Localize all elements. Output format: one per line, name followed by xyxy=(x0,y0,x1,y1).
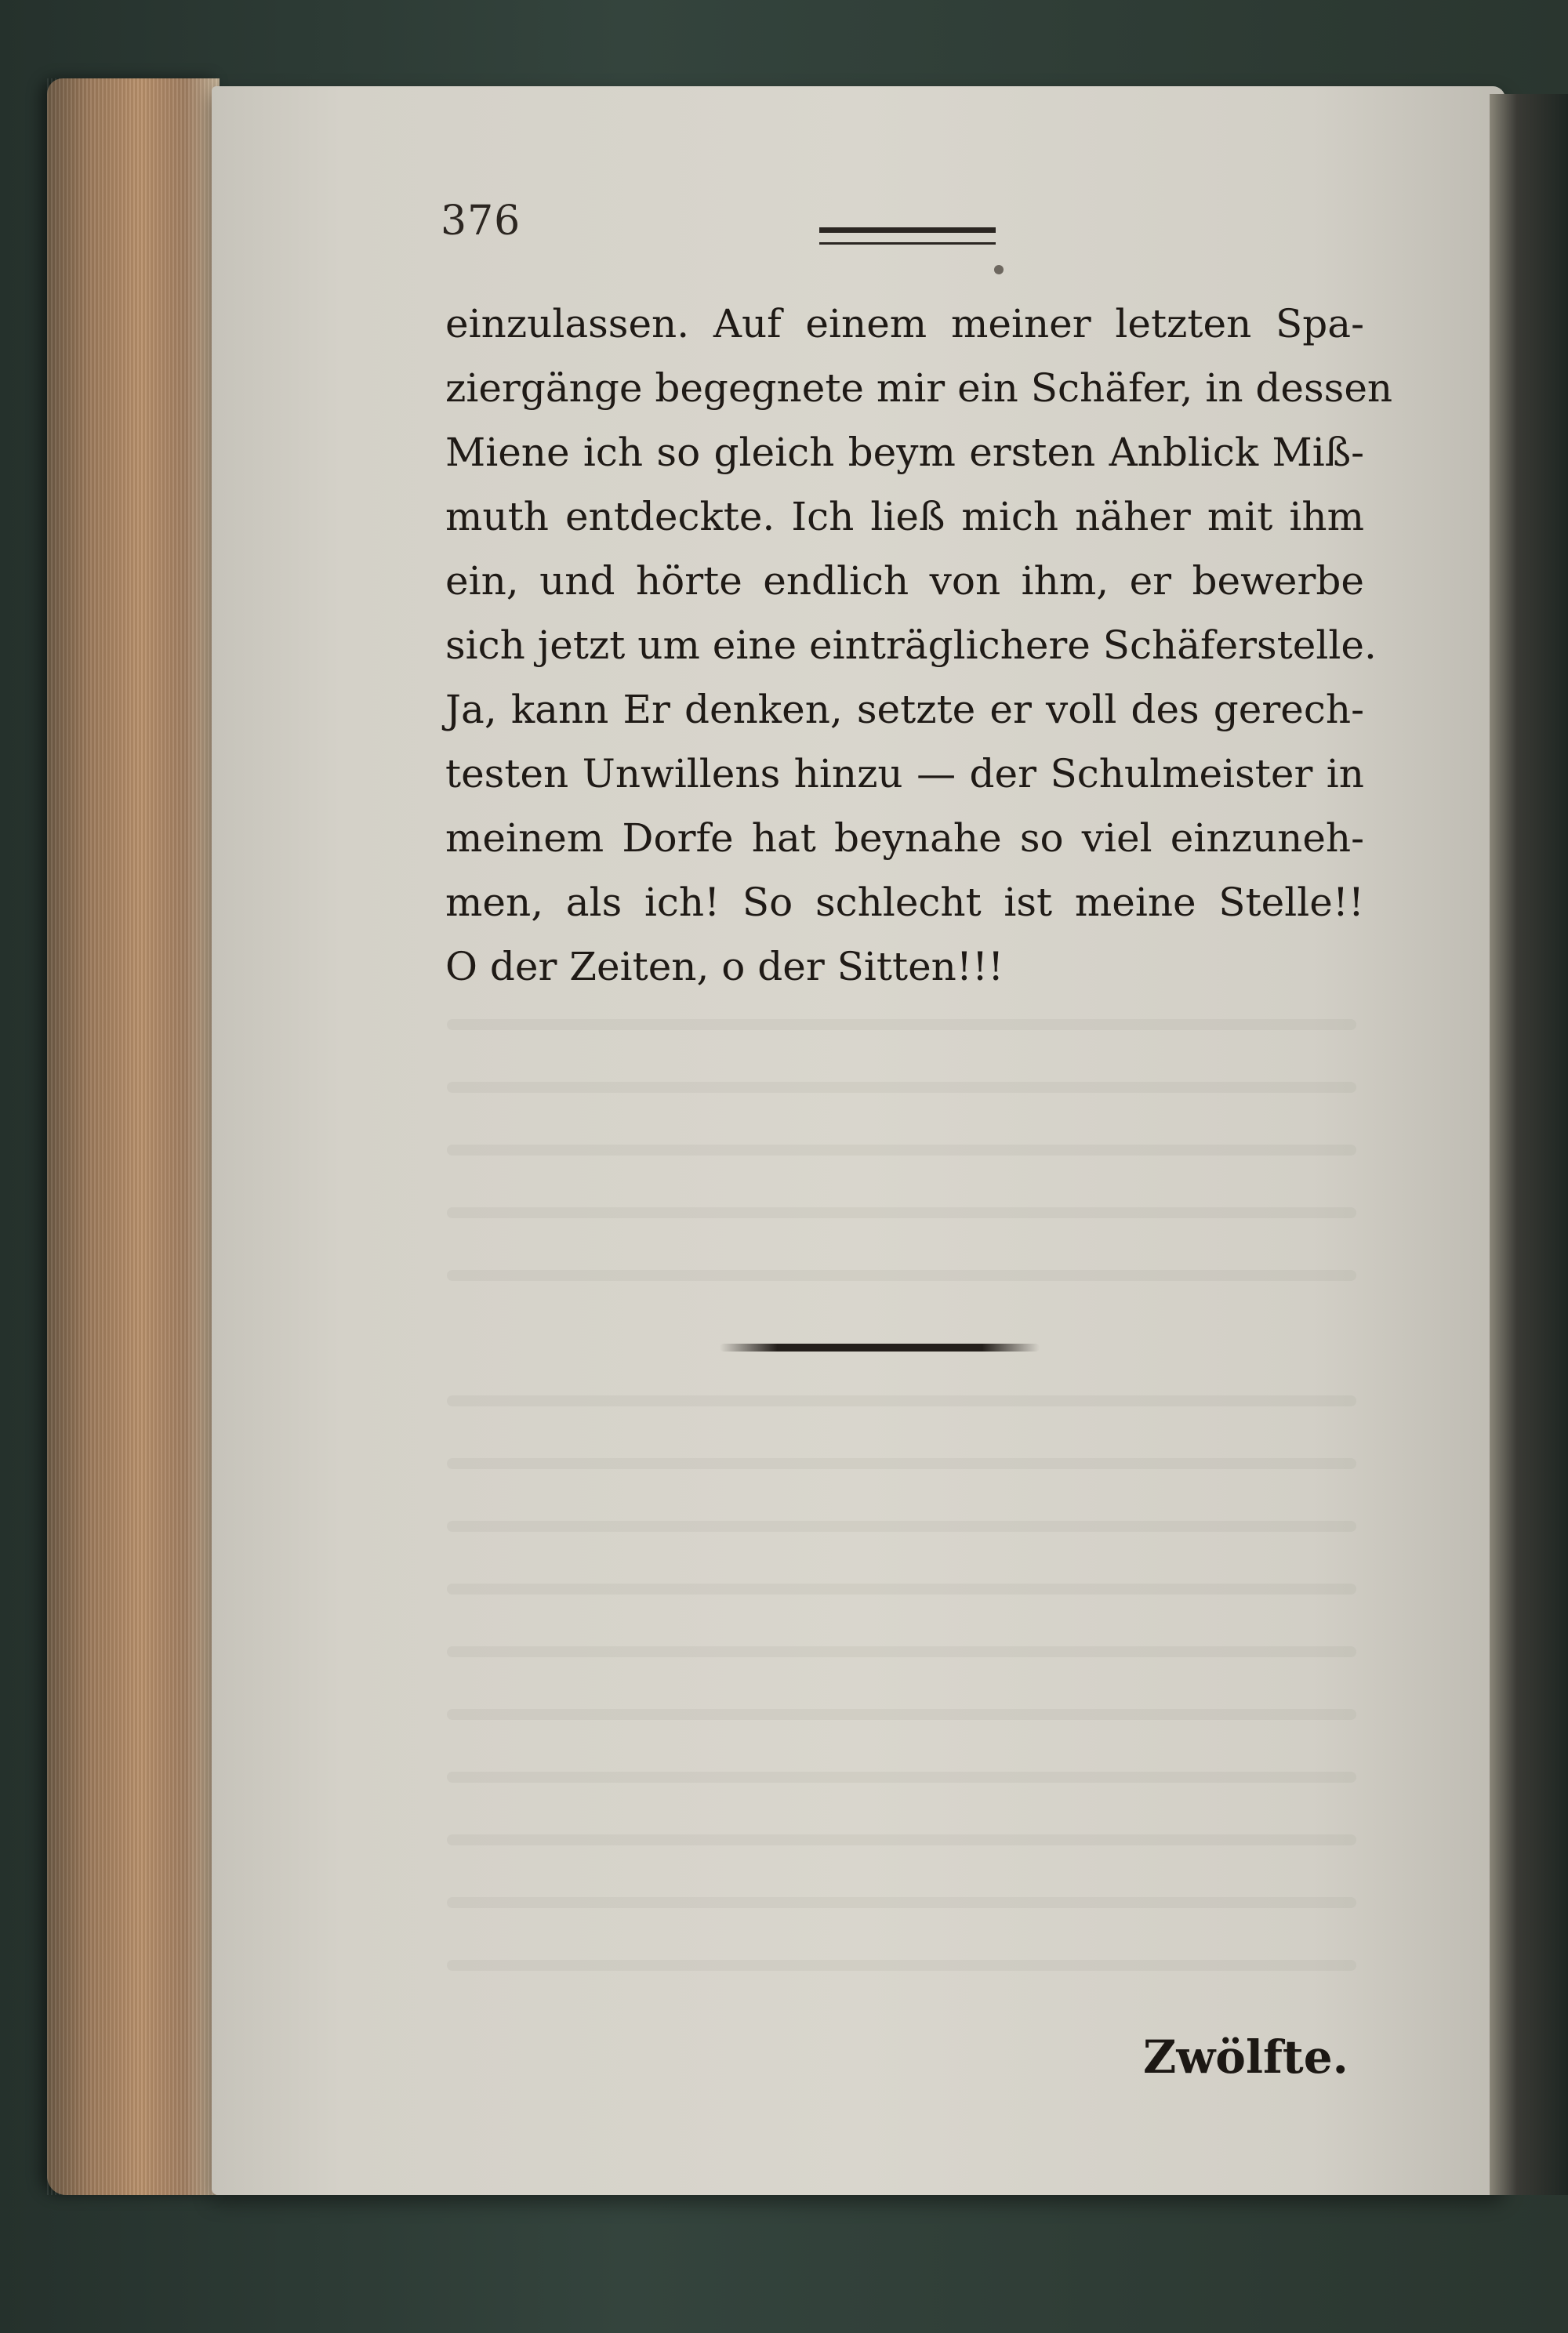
show-through-line xyxy=(447,1395,1356,1406)
text-line: O der Zeiten, o der Sitten!!! xyxy=(445,944,1004,989)
show-through-line xyxy=(447,1709,1356,1720)
show-through-line xyxy=(447,1521,1356,1532)
page-number: 376 xyxy=(441,198,521,245)
show-through-line xyxy=(447,1207,1356,1218)
show-through-line xyxy=(447,1019,1356,1030)
show-through-line xyxy=(447,1772,1356,1783)
text-line: testen Unwillens hinzu — der Schulmeister in xyxy=(445,751,1364,796)
text-line: Ja, kann Er denken, setzte er voll des gerech- xyxy=(445,687,1364,732)
show-through-line xyxy=(447,1458,1356,1469)
show-through-line xyxy=(447,1145,1356,1156)
book-page-edges xyxy=(47,78,220,2195)
header-rule xyxy=(819,227,996,245)
text-line: meinem Dorfe hat beynahe so viel einzuneh- xyxy=(445,815,1364,861)
show-through-line xyxy=(447,1834,1356,1845)
book-gutter xyxy=(1490,94,1568,2195)
show-through-line xyxy=(447,1584,1356,1595)
show-through-line xyxy=(447,1646,1356,1657)
text-line: Miene ich so gleich beym ersten Anblick Miß- xyxy=(445,430,1364,475)
show-through-line xyxy=(447,1270,1356,1281)
text-line: ziergänge begegnete mir ein Schäfer, in dessen xyxy=(445,365,1393,411)
text-line: ein, und hörte endlich von ihm, er bewerbe xyxy=(445,558,1364,604)
show-through-line xyxy=(447,1082,1356,1093)
header-dot xyxy=(994,265,1004,274)
body-text xyxy=(445,292,1393,999)
section-divider xyxy=(720,1344,1040,1352)
show-through-line xyxy=(447,1897,1356,1908)
text-line: einzulassen. Auf einem meiner letzten Spa- xyxy=(445,301,1364,347)
catchword: Zwölfte. xyxy=(1143,2030,1348,2084)
text-line: men, als ich! So schlecht ist meine Stelle!! xyxy=(445,880,1364,925)
text-line: muth entdeckte. Ich ließ mich näher mit ihm xyxy=(445,494,1364,539)
text-line: sich jetzt um eine einträglichere Schäferstelle. xyxy=(445,622,1377,668)
show-through-line xyxy=(447,1960,1356,1971)
